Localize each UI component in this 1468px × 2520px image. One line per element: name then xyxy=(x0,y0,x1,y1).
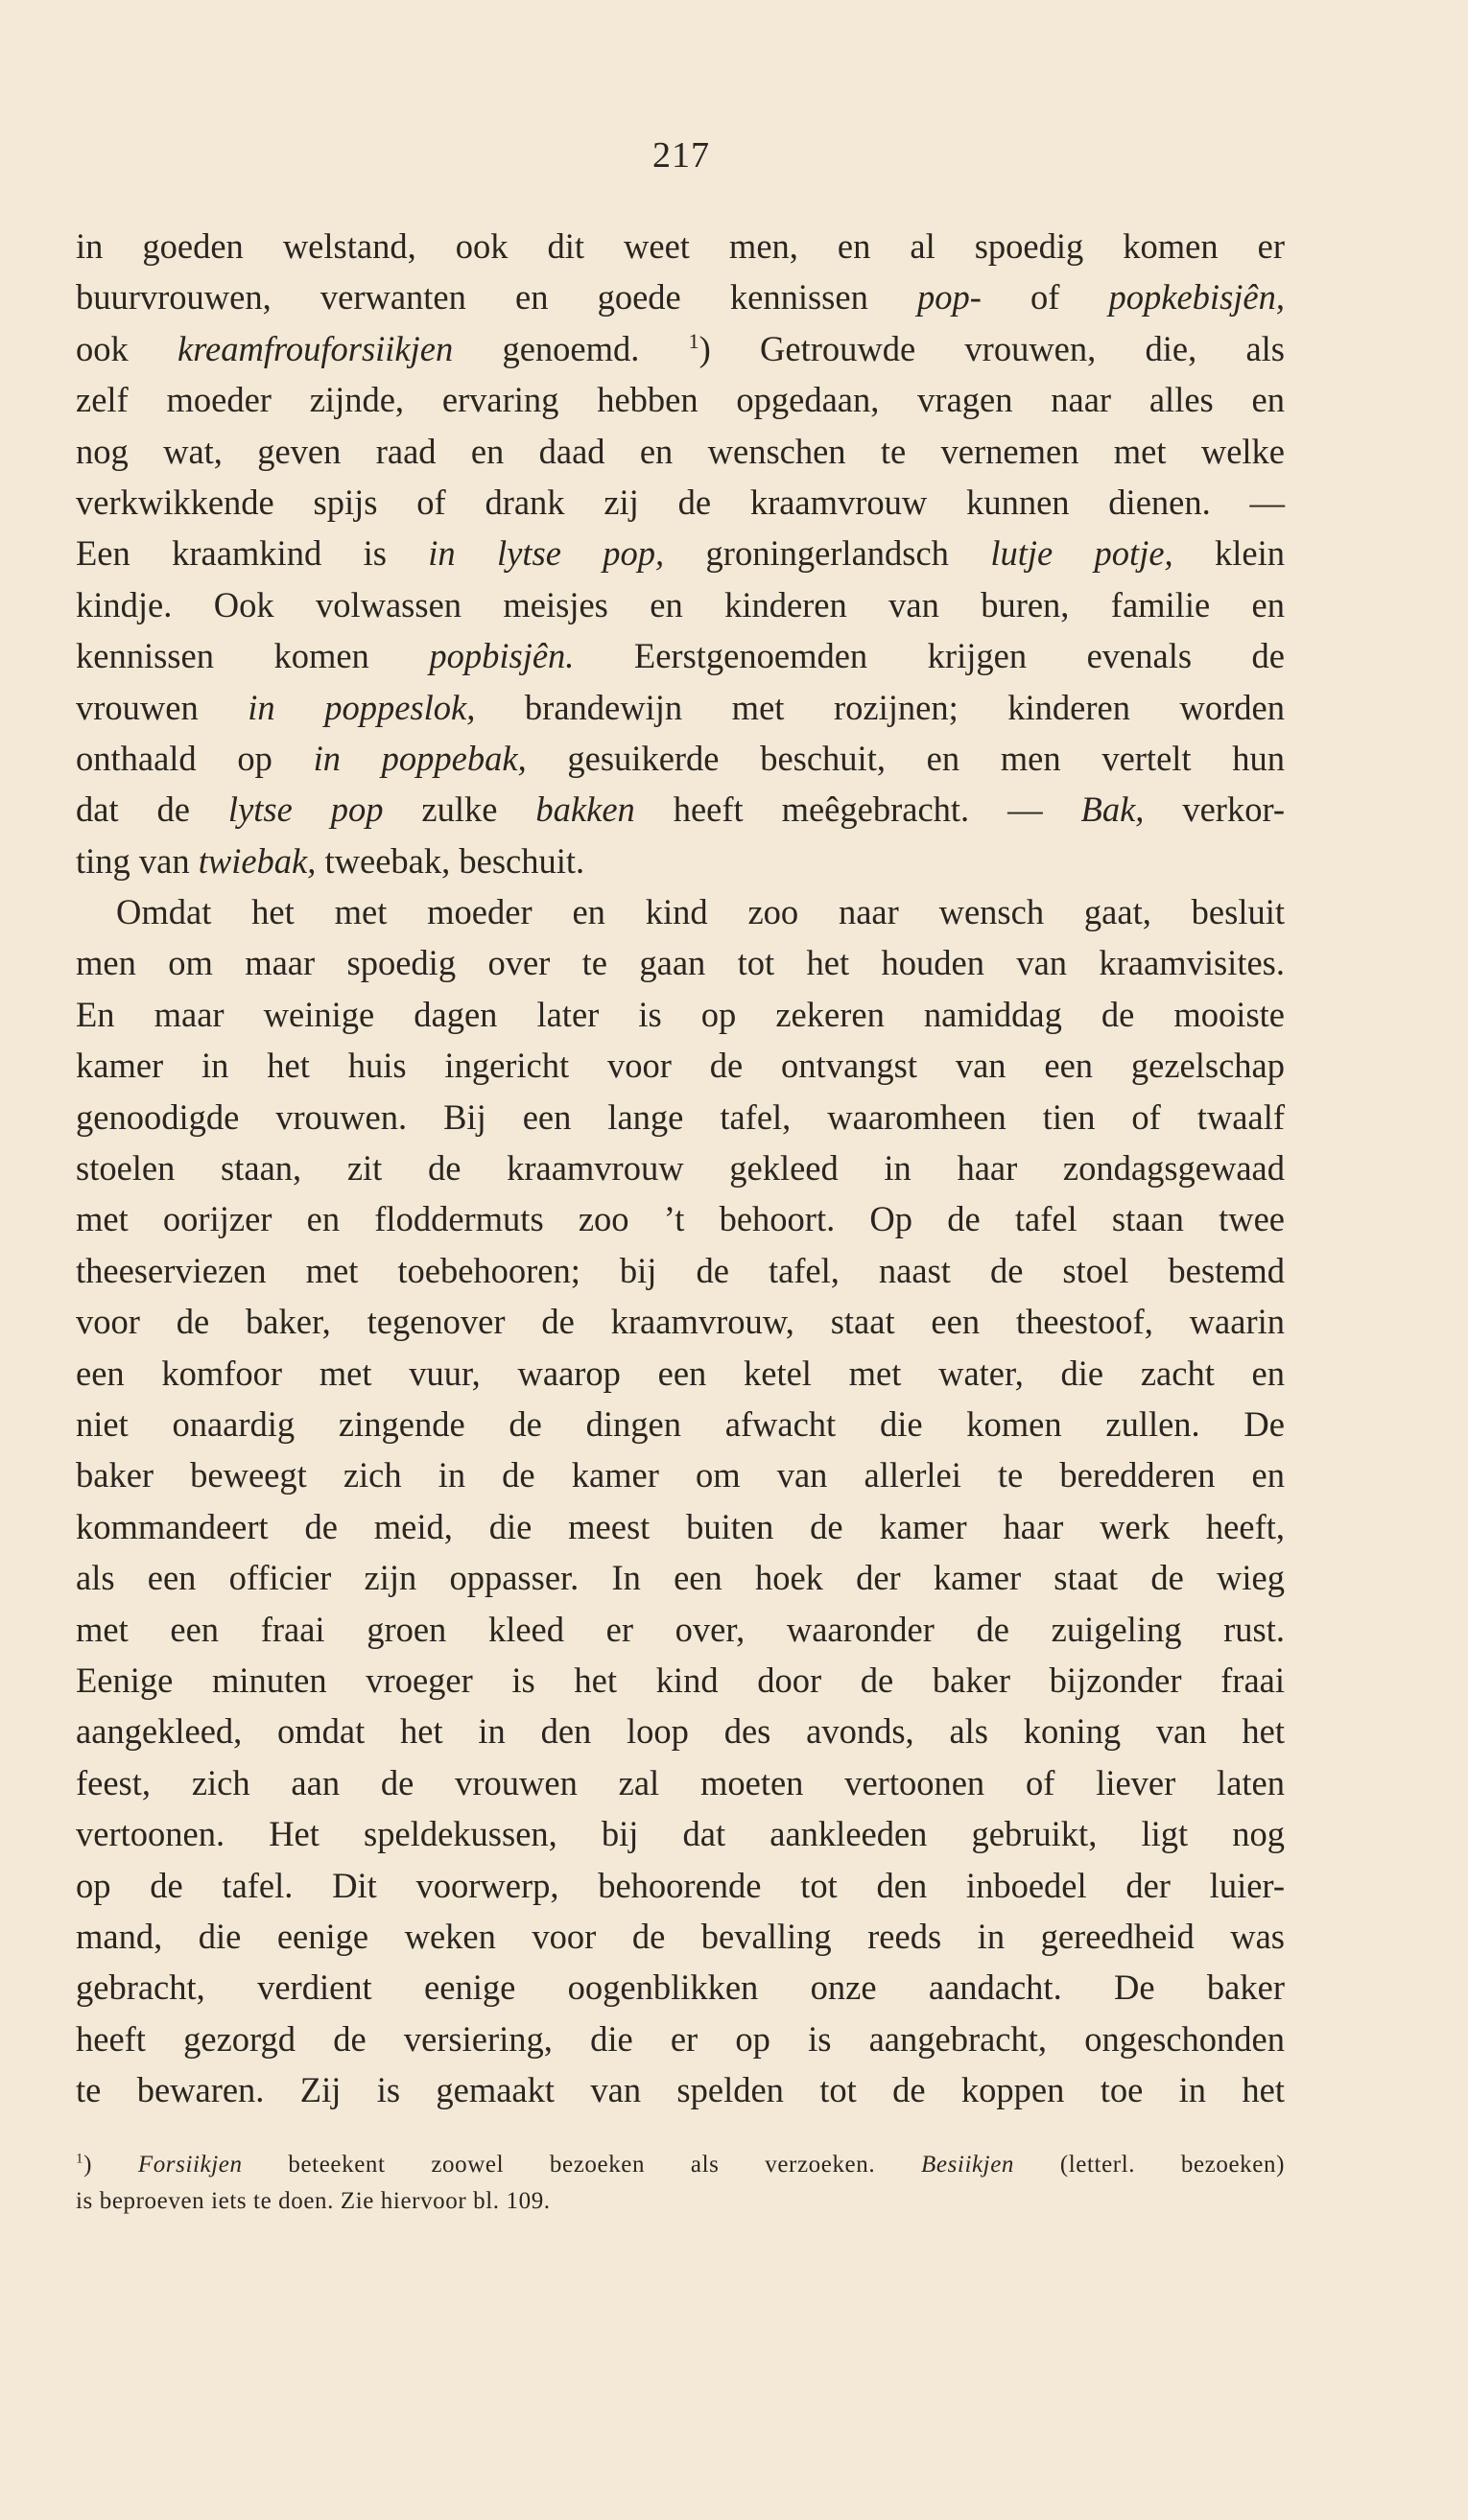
body-line xyxy=(76,886,1285,937)
text-run: vrouwen xyxy=(76,687,249,727)
body-line xyxy=(76,1142,1285,1193)
italic-term: Forsiikjen xyxy=(137,2152,243,2178)
italic-term: in poppebak, xyxy=(313,738,527,778)
text-run: men om maar spoedig over te gaan tot het houden van kraamvisites. xyxy=(76,943,1285,983)
body-line xyxy=(76,2064,1285,2115)
body-line xyxy=(76,1860,1285,1911)
text-run: stoelen staan, zit de kraamvrouw gekleed in haar zondagsgewaad xyxy=(76,1148,1285,1189)
italic-term: popkebisjên, xyxy=(1108,277,1285,318)
body-line xyxy=(76,426,1285,477)
body-line xyxy=(76,1808,1285,1859)
text-run: beteekent zoowel bezoeken als verzoeken. xyxy=(242,2152,921,2178)
italic-term: lutje potje, xyxy=(990,533,1173,574)
text-run: vertoonen. Het speldekussen, bij dat aankleeden gebruikt, ligt nog xyxy=(76,1814,1285,1854)
text-run: ting van xyxy=(76,840,199,881)
body-line xyxy=(76,1911,1285,1962)
body-line xyxy=(76,1757,1285,1808)
body-line xyxy=(76,528,1285,578)
text-run: genoodigde vrouwen. Bij een lange tafel, waaromheen tien of twaalf xyxy=(76,1096,1285,1137)
text-run: als een officier zijn oppasser. In een hoek der kamer staat de wieg xyxy=(76,1558,1285,1598)
body-text xyxy=(76,221,1285,2115)
text-run: buurvrouwen, verwanten en goede kennissen xyxy=(76,277,917,318)
footnotes xyxy=(76,2147,1285,2220)
text-run: kommandeert de meid, die meest buiten de kamer haar werk heeft, xyxy=(76,1506,1285,1546)
body-line xyxy=(76,1706,1285,1756)
body-line xyxy=(76,1501,1285,1552)
text-run: Eenige minuten vroeger is het kind door de baker bijzonder fraai xyxy=(76,1660,1285,1700)
text-run: gesuikerde beschuit, en men vertelt hun xyxy=(526,738,1286,778)
text-run: Een kraamkind is xyxy=(76,533,429,574)
text-run: heeft meêgebracht. — xyxy=(634,789,1081,830)
text-run: gebracht, verdient eenige oogenblikken onze aandacht. De baker xyxy=(76,1967,1285,2008)
text-run: met oorijzer en floddermuts zoo ’t behoort. Op de tafel staan twee xyxy=(76,1199,1285,1239)
body-line xyxy=(76,1040,1285,1091)
body-line xyxy=(76,1399,1285,1449)
text-run: En maar weinige dagen later is op zekeren namiddag de mooiste xyxy=(76,994,1285,1034)
text-run: dat de xyxy=(76,789,228,830)
text-run: Eerstgenoemden krijgen evenals de xyxy=(574,636,1286,676)
body-line xyxy=(76,1962,1285,2013)
body-line xyxy=(76,374,1285,425)
footnote-marker: 1 xyxy=(688,328,699,353)
text-run: met een fraai groen kleed er over, waaronder de zuigeling rust. xyxy=(76,1609,1285,1649)
text-run: klein xyxy=(1172,533,1286,574)
text-run: tweebak, beschuit. xyxy=(316,840,585,881)
text-run: is beproeven iets te doen. Zie hiervoor bl. 109. xyxy=(76,2188,551,2214)
text-run: heeft gezorgd de versiering, die er op is aangebracht, ongeschonden xyxy=(76,2018,1285,2059)
text-run: genoemd. xyxy=(453,328,689,368)
text-run: ) Getrouwde vrouwen, die, als xyxy=(698,328,1286,368)
italic-term: Bak, xyxy=(1080,789,1145,830)
body-line xyxy=(76,271,1285,322)
text-run: zulke xyxy=(383,789,536,830)
footnote-line xyxy=(76,2147,1285,2183)
body-line xyxy=(76,733,1285,784)
body-line xyxy=(76,1092,1285,1142)
text-run: aangekleed, omdat het in den loop des avonds, als koning van het xyxy=(76,1711,1285,1752)
body-line xyxy=(76,323,1285,374)
body-line xyxy=(76,630,1285,681)
text-run: feest, zich aan de vrouwen zal moeten vertoonen of liever laten xyxy=(76,1762,1285,1802)
italic-term: in poppeslok, xyxy=(248,687,476,727)
text-run: kennissen komen xyxy=(76,636,430,676)
text-run: kindje. Ook volwassen meisjes en kinderen van buren, familie en xyxy=(76,584,1285,624)
text-run: of xyxy=(981,277,1109,318)
body-line xyxy=(76,1552,1285,1603)
text-run: baker beweegt zich in de kamer om van allerlei te beredderen en xyxy=(76,1455,1285,1496)
text-run: Omdat het met moeder en kind zoo naar wensch gaat, besluit xyxy=(116,892,1285,932)
body-line xyxy=(76,579,1285,630)
footnote-line xyxy=(76,2183,1285,2220)
text-run: nog wat, geven raad en daad en wenschen te vernemen met welke xyxy=(76,431,1285,471)
page-number: 217 xyxy=(652,135,710,176)
body-line xyxy=(76,989,1285,1040)
text-run: kamer in het huis ingericht voor de ontvangst van een gezelschap xyxy=(76,1046,1285,1086)
body-line xyxy=(76,2014,1285,2064)
text-run: zelf moeder zijnde, ervaring hebben opgedaan, vragen naar alles en xyxy=(76,380,1285,420)
body-line xyxy=(76,1348,1285,1399)
italic-term: pop- xyxy=(916,277,982,318)
text-run: niet onaardig zingende de dingen afwacht die komen zullen. De xyxy=(76,1403,1285,1444)
text-run: een komfoor met vuur, waarop een ketel met water, die zacht en xyxy=(76,1353,1285,1393)
text-run: voor de baker, tegenover de kraamvrouw, staat een theestoof, waarin xyxy=(76,1302,1285,1342)
text-run: te bewaren. Zij is gemaakt van spelden tot de koppen toe in het xyxy=(76,2070,1285,2110)
text-run: brandewijn met rozijnen; kinderen worden xyxy=(475,687,1285,727)
italic-term: in lytse pop, xyxy=(428,533,665,574)
text-run: mand, die eenige weken voor de bevalling reeds in gereedheid was xyxy=(76,1916,1285,1956)
italic-term: twiebak, xyxy=(198,840,317,881)
body-line xyxy=(76,221,1285,271)
italic-term: kreamfrouforsiikjen xyxy=(178,328,454,368)
italic-term: popbisjên. xyxy=(429,636,575,676)
footnote-marker: 1 xyxy=(76,2151,84,2167)
text-run: in goeden welstand, ook dit weet men, en al spoedig komen er xyxy=(76,226,1285,266)
italic-term: Besiikjen xyxy=(921,2152,1015,2178)
text-run: op de tafel. Dit voorwerp, behoorende tot den inboedel der luier- xyxy=(76,1865,1285,1905)
body-line xyxy=(76,1604,1285,1655)
text-run: groningerlandsch xyxy=(664,533,991,574)
text-run: verkwikkende spijs of drank zij de kraamvrouw kunnen dienen. — xyxy=(76,482,1285,522)
italic-term: bakken xyxy=(535,789,635,830)
body-line xyxy=(76,836,1285,886)
text-run: theeserviezen met toebehooren; bij de tafel, naast de stoel bestemd xyxy=(76,1250,1285,1290)
body-line xyxy=(76,1245,1285,1296)
text-run: ook xyxy=(76,328,178,368)
text-run: ) xyxy=(83,2152,138,2178)
body-line xyxy=(76,1655,1285,1706)
text-run: (letterl. bezoeken) xyxy=(1014,2152,1285,2178)
body-line xyxy=(76,937,1285,988)
body-line xyxy=(76,682,1285,733)
italic-term: lytse pop xyxy=(227,789,384,830)
text-run: onthaald op xyxy=(76,738,314,778)
body-line xyxy=(76,477,1285,528)
body-line xyxy=(76,1296,1285,1347)
body-line xyxy=(76,1193,1285,1244)
body-line xyxy=(76,1449,1285,1500)
body-line xyxy=(76,784,1285,835)
text-run: verkor- xyxy=(1144,789,1286,830)
